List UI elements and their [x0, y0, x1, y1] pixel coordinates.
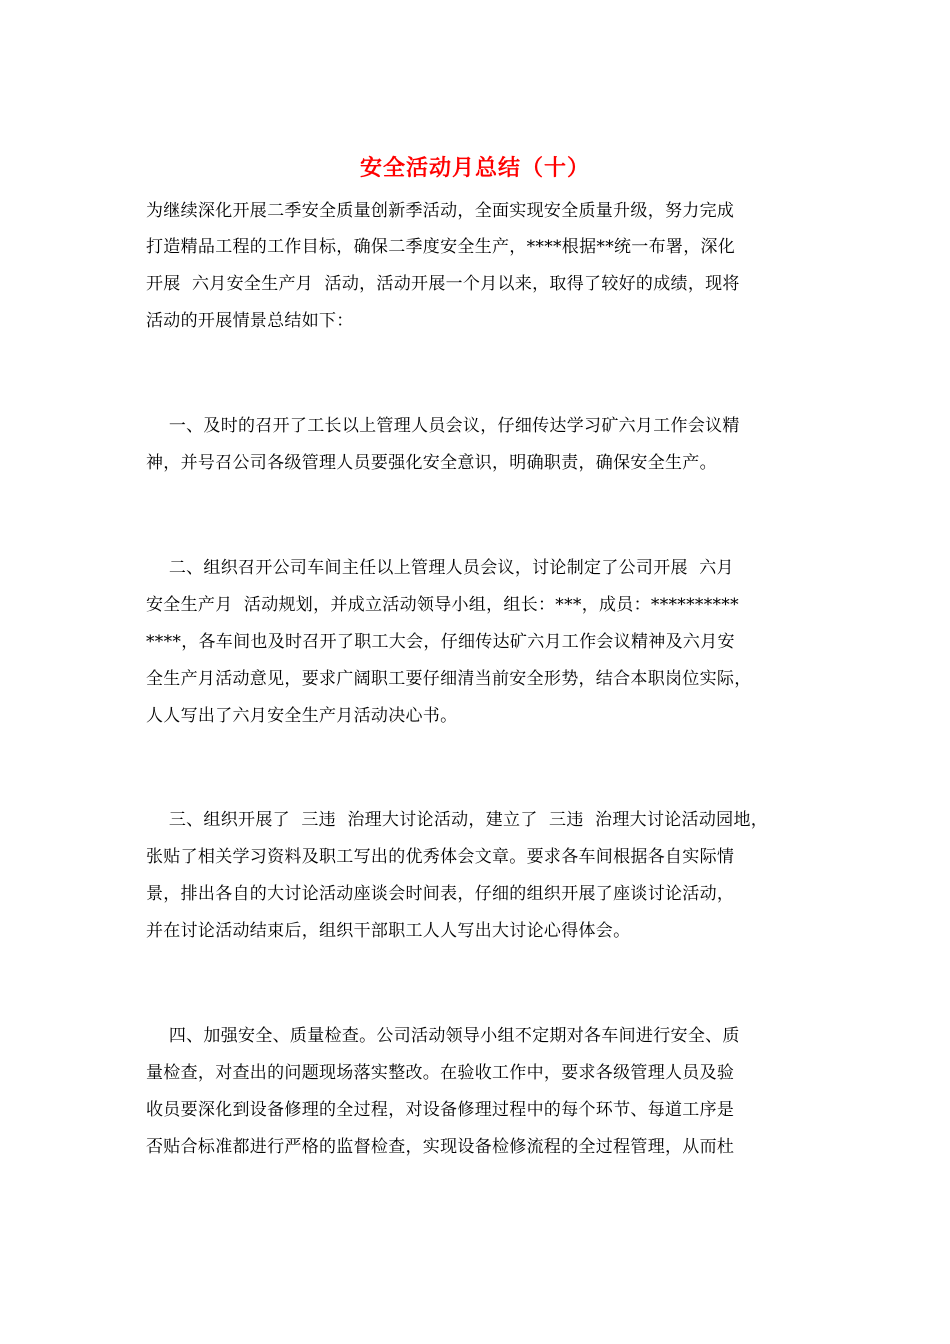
- paragraph-1-line-4: 活动的开展情景总结如下：: [146, 311, 354, 331]
- paragraph-3-line-1: 二、组织召开公司车间主任以上管理人员会议，讨论制定了公司开展 六月: [146, 558, 734, 578]
- paragraph-5-line-3: 收员要深化到设备修理的全过程，对设备修理过程中的每个环节、每道工序是: [146, 1100, 735, 1120]
- paragraph-1-line-1: 为继续深化开展二季安全质量创新季活动，全面实现安全质量升级，努力完成: [146, 201, 735, 221]
- paragraph-1-line-3: 开展 六月安全生产月 活动，活动开展一个月以来，取得了较好的成绩，现将: [146, 274, 740, 294]
- paragraph-3-line-2: 安全生产月 活动规划，并成立活动领导小组，组长：***，成员：**********: [146, 595, 739, 615]
- paragraph-3-line-5: 人人写出了六月安全生产月活动决心书。: [146, 706, 458, 726]
- document-title: 安全活动月总结（十）: [359, 155, 590, 181]
- paragraph-4-line-4: 并在讨论活动结束后，组织干部职工人人写出大讨论心得体会。: [146, 921, 631, 941]
- paragraph-4-line-3: 景，排出各自的大讨论活动座谈会时间表，仔细的组织开展了座谈讨论活动，: [146, 884, 735, 904]
- paragraph-4-line-1: 三、组织开展了 三违 治理大讨论活动，建立了 三违 治理大讨论活动园地，: [146, 810, 769, 830]
- paragraph-5-line-4: 否贴合标准都进行严格的监督检查，实现设备检修流程的全过程管理，从而杜: [146, 1137, 735, 1157]
- paragraph-2-line-2: 神，并号召公司各级管理人员要强化安全意识，明确职责，确保安全生产。: [146, 453, 717, 473]
- paragraph-3-line-4: 全生产月活动意见，要求广阔职工要仔细清当前安全形势，结合本职岗位实际，: [146, 669, 752, 689]
- paragraph-1-line-2: 打造精品工程的工作目标，确保二季度安全生产，****根据**统一布署，深化: [146, 237, 736, 257]
- paragraph-5-line-2: 量检查，对查出的问题现场落实整改。在验收工作中，要求各级管理人员及验: [146, 1063, 735, 1083]
- paragraph-5-line-1: 四、加强安全、质量检查。公司活动领导小组不定期对各车间进行安全、质: [146, 1026, 740, 1046]
- paragraph-3-line-3: ****，各车间也及时召开了职工大会，仔细传达矿六月工作会议精神及六月安: [146, 632, 735, 652]
- paragraph-2-line-1: 一、及时的召开了工长以上管理人员会议，仔细传达学习矿六月工作会议精: [146, 416, 740, 436]
- paragraph-4-line-2: 张贴了相关学习资料及职工写出的优秀体会文章。要求各车间根据各自实际情: [146, 847, 735, 867]
